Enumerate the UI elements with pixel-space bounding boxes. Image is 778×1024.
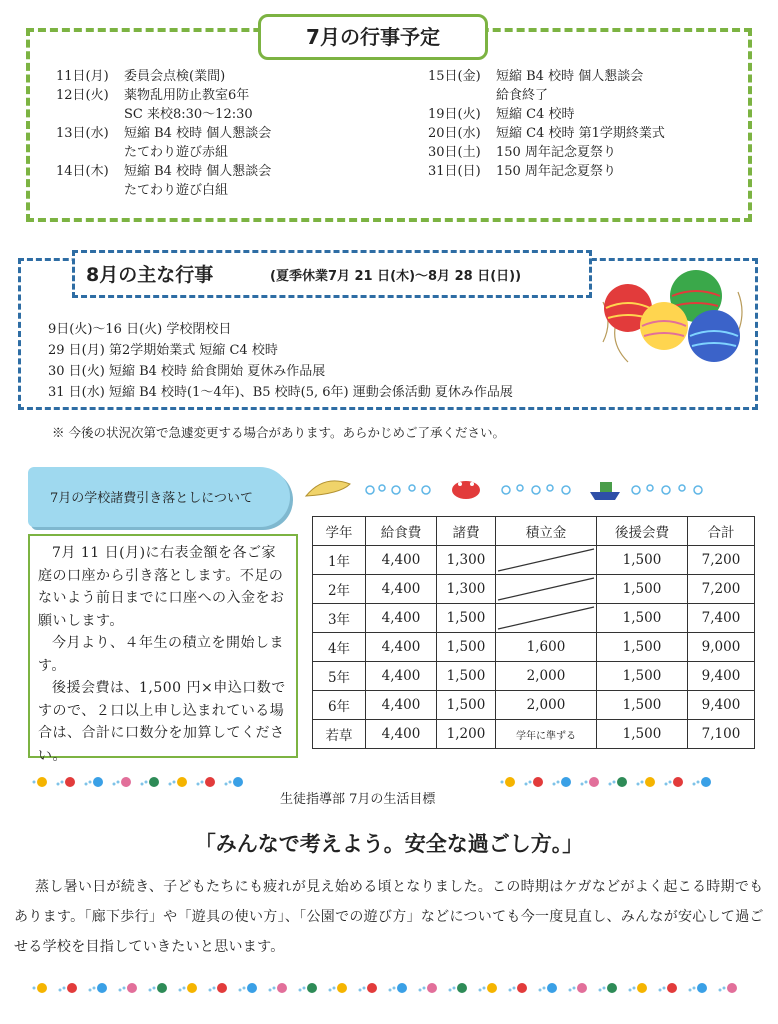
table-cell: 4,400 xyxy=(366,662,437,691)
event-text: 短縮 C4 校時 第1学期終業式 xyxy=(496,126,665,141)
event-text: 短縮 B4 校時 個人懇談会 xyxy=(124,164,272,179)
fees-label xyxy=(28,467,290,527)
table-cell: 4,400 xyxy=(366,691,437,720)
fees-table-row xyxy=(313,662,755,691)
header-cell: 給食費 xyxy=(366,517,437,546)
event-text: SC 来校8:30～12:30 xyxy=(124,107,253,122)
fees-table-row xyxy=(313,604,755,633)
guidance-body xyxy=(14,872,764,962)
fees-paragraph: 後援会費は、1,500 円×申込口数ですので、２口以上申し込まれている場合は、合計に口数分を加算してください。 xyxy=(38,680,286,764)
table-cell: 6年 xyxy=(313,691,366,720)
july-event-line xyxy=(428,144,616,162)
event-date: 11日(月) xyxy=(56,69,109,84)
event-text: 委員会点検(業間) xyxy=(124,69,226,84)
event-text: たてわり遊び白組 xyxy=(124,183,229,198)
july-event-line xyxy=(428,87,548,105)
july-event-line xyxy=(56,182,228,200)
table-cell xyxy=(496,604,597,633)
table-cell: 1,500 xyxy=(597,575,688,604)
event-date: 20日(水) xyxy=(428,126,481,141)
table-cell: 1,500 xyxy=(437,633,496,662)
august-events-title: 8月の主な行事 xyxy=(86,264,214,286)
table-cell: 7,100 xyxy=(688,720,755,749)
table-cell: 4,400 xyxy=(366,720,437,749)
event-date: 12日(火) xyxy=(56,88,109,103)
event-date: 13日(水) xyxy=(56,126,109,141)
water-balloons-illustration xyxy=(598,262,750,370)
fees-table-row xyxy=(313,633,755,662)
july-events-title: 7月の行事予定 xyxy=(258,14,488,60)
header-cell: 諸費 xyxy=(437,517,496,546)
event-text: 短縮 C4 校時 xyxy=(496,107,575,122)
fees-table xyxy=(312,516,755,749)
summer-vacation-period: (夏季休業7月 21 日(木)～8月 28 日(日)) xyxy=(270,269,522,284)
table-cell: 2年 xyxy=(313,575,366,604)
fees-table-header xyxy=(313,517,755,546)
august-event-line: 29 日(月) 第2学期始業式 短縮 C4 校時 xyxy=(48,343,278,358)
july-event-line xyxy=(428,163,616,181)
table-cell: 1,300 xyxy=(437,546,496,575)
july-event-line xyxy=(56,106,253,124)
table-cell: 7,200 xyxy=(688,575,755,604)
fees-table-row xyxy=(313,691,755,720)
august-event-line: 9日(火)～16 日(火) 学校閉校日 xyxy=(48,322,232,337)
event-text: 薬物乱用防止教室6年 xyxy=(124,88,250,103)
august-event-line: 31 日(水) 短縮 B4 校時(1～4年)、B5 校時(5, 6年) 運動会係活動 夏休み作品展 xyxy=(48,385,513,400)
fees-table-row xyxy=(313,720,755,749)
event-text: 短縮 B4 校時 個人懇談会 xyxy=(496,69,644,84)
fees-explanation xyxy=(28,534,298,764)
july-event-line xyxy=(56,163,271,181)
sea-creatures-decoration xyxy=(300,474,730,504)
header-cell: 積立金 xyxy=(496,517,597,546)
july-event-line xyxy=(428,125,665,143)
table-cell: 7,200 xyxy=(688,546,755,575)
table-cell: 2,000 xyxy=(496,691,597,720)
header-cell: 後援会費 xyxy=(597,517,688,546)
table-cell: 4年 xyxy=(313,633,366,662)
event-date: 19日(火) xyxy=(428,107,481,122)
event-text: 短縮 B4 校時 個人懇談会 xyxy=(124,126,272,141)
event-text: 150 周年記念夏祭り xyxy=(496,145,616,160)
summer-icons-decoration xyxy=(500,770,730,792)
table-cell: 1,500 xyxy=(597,633,688,662)
monthly-goal-slogan: 「みんなで考えよう。安全な過ごし方。」 xyxy=(194,832,584,856)
table-cell xyxy=(496,575,597,604)
table-cell: 1,500 xyxy=(597,662,688,691)
event-text: 150 周年記念夏祭り xyxy=(496,164,616,179)
event-text: 給食終了 xyxy=(496,88,549,103)
july-event-line xyxy=(56,87,249,105)
table-cell: 9,400 xyxy=(688,691,755,720)
august-event-line: 30 日(火) 短縮 B4 校時 給食開始 夏休み作品展 xyxy=(48,364,326,379)
schedule-change-note: ※ 今後の状況次第で急遽変更する場合があります。あらかじめご了承ください。 xyxy=(52,425,505,440)
table-cell: 1,500 xyxy=(437,604,496,633)
table-cell: 9,000 xyxy=(688,633,755,662)
july-event-line xyxy=(56,125,271,143)
table-cell: 学年に準ずる xyxy=(496,720,597,749)
fees-paragraph: 今月より、４年生の積立を開始します。 xyxy=(38,635,284,674)
table-cell: 4,400 xyxy=(366,575,437,604)
table-cell: 2,000 xyxy=(496,662,597,691)
table-cell: 4,400 xyxy=(366,604,437,633)
event-text: たてわり遊び赤組 xyxy=(124,145,229,160)
boat-icon xyxy=(590,482,620,500)
event-date: 15日(金) xyxy=(428,69,481,84)
header-cell: 合計 xyxy=(688,517,755,546)
table-cell: 4,400 xyxy=(366,633,437,662)
july-event-line xyxy=(428,106,574,124)
crab-icon xyxy=(452,481,480,499)
table-cell: 若草 xyxy=(313,720,366,749)
table-cell: 1,500 xyxy=(597,604,688,633)
july-event-line xyxy=(428,68,643,86)
july-event-line xyxy=(56,144,228,162)
guidance-dept-heading: 生徒指導部 7月の生活目標 xyxy=(280,792,436,807)
guidance-paragraph: 蒸し暑い日が続き、子どもたちにも疲れが見え始める頃となりました。この時期はケガなどがよく起こる時期でもあります。「廊下歩行」や「遊具の使い方」、「公園での遊び方」などについても今一度見直し、みんなが安心して過ごせる学校を目指していきたいと思います。 xyxy=(14,879,764,955)
fees-table-row xyxy=(313,546,755,575)
table-cell: 7,400 xyxy=(688,604,755,633)
fees-table-row xyxy=(313,575,755,604)
table-cell xyxy=(496,546,597,575)
summer-icons-decoration xyxy=(32,770,262,792)
event-date: 30日(土) xyxy=(428,145,481,160)
summer-icons-decoration-bottom xyxy=(32,976,752,998)
july-event-line xyxy=(56,68,225,86)
table-cell: 1,500 xyxy=(597,720,688,749)
table-cell: 1,500 xyxy=(437,662,496,691)
fees-paragraph: 7月 11 日(月)に右表金額を各ご家庭の口座から引き落とします。不足のないよう前日までに口座への入金をお願いします。 xyxy=(38,545,285,629)
table-cell: 1,500 xyxy=(597,546,688,575)
table-cell: 1年 xyxy=(313,546,366,575)
event-date: 14日(木) xyxy=(56,164,109,179)
event-date: 31日(日) xyxy=(428,164,481,179)
table-cell: 1,300 xyxy=(437,575,496,604)
header-cell: 学年 xyxy=(313,517,366,546)
table-cell: 3年 xyxy=(313,604,366,633)
table-cell: 5年 xyxy=(313,662,366,691)
fees-label-text: 7月の学校諸費引き落としについて xyxy=(50,491,254,506)
table-cell: 1,500 xyxy=(437,691,496,720)
table-cell: 1,500 xyxy=(597,691,688,720)
table-cell: 1,600 xyxy=(496,633,597,662)
table-cell: 4,400 xyxy=(366,546,437,575)
table-cell: 9,400 xyxy=(688,662,755,691)
table-cell: 1,200 xyxy=(437,720,496,749)
